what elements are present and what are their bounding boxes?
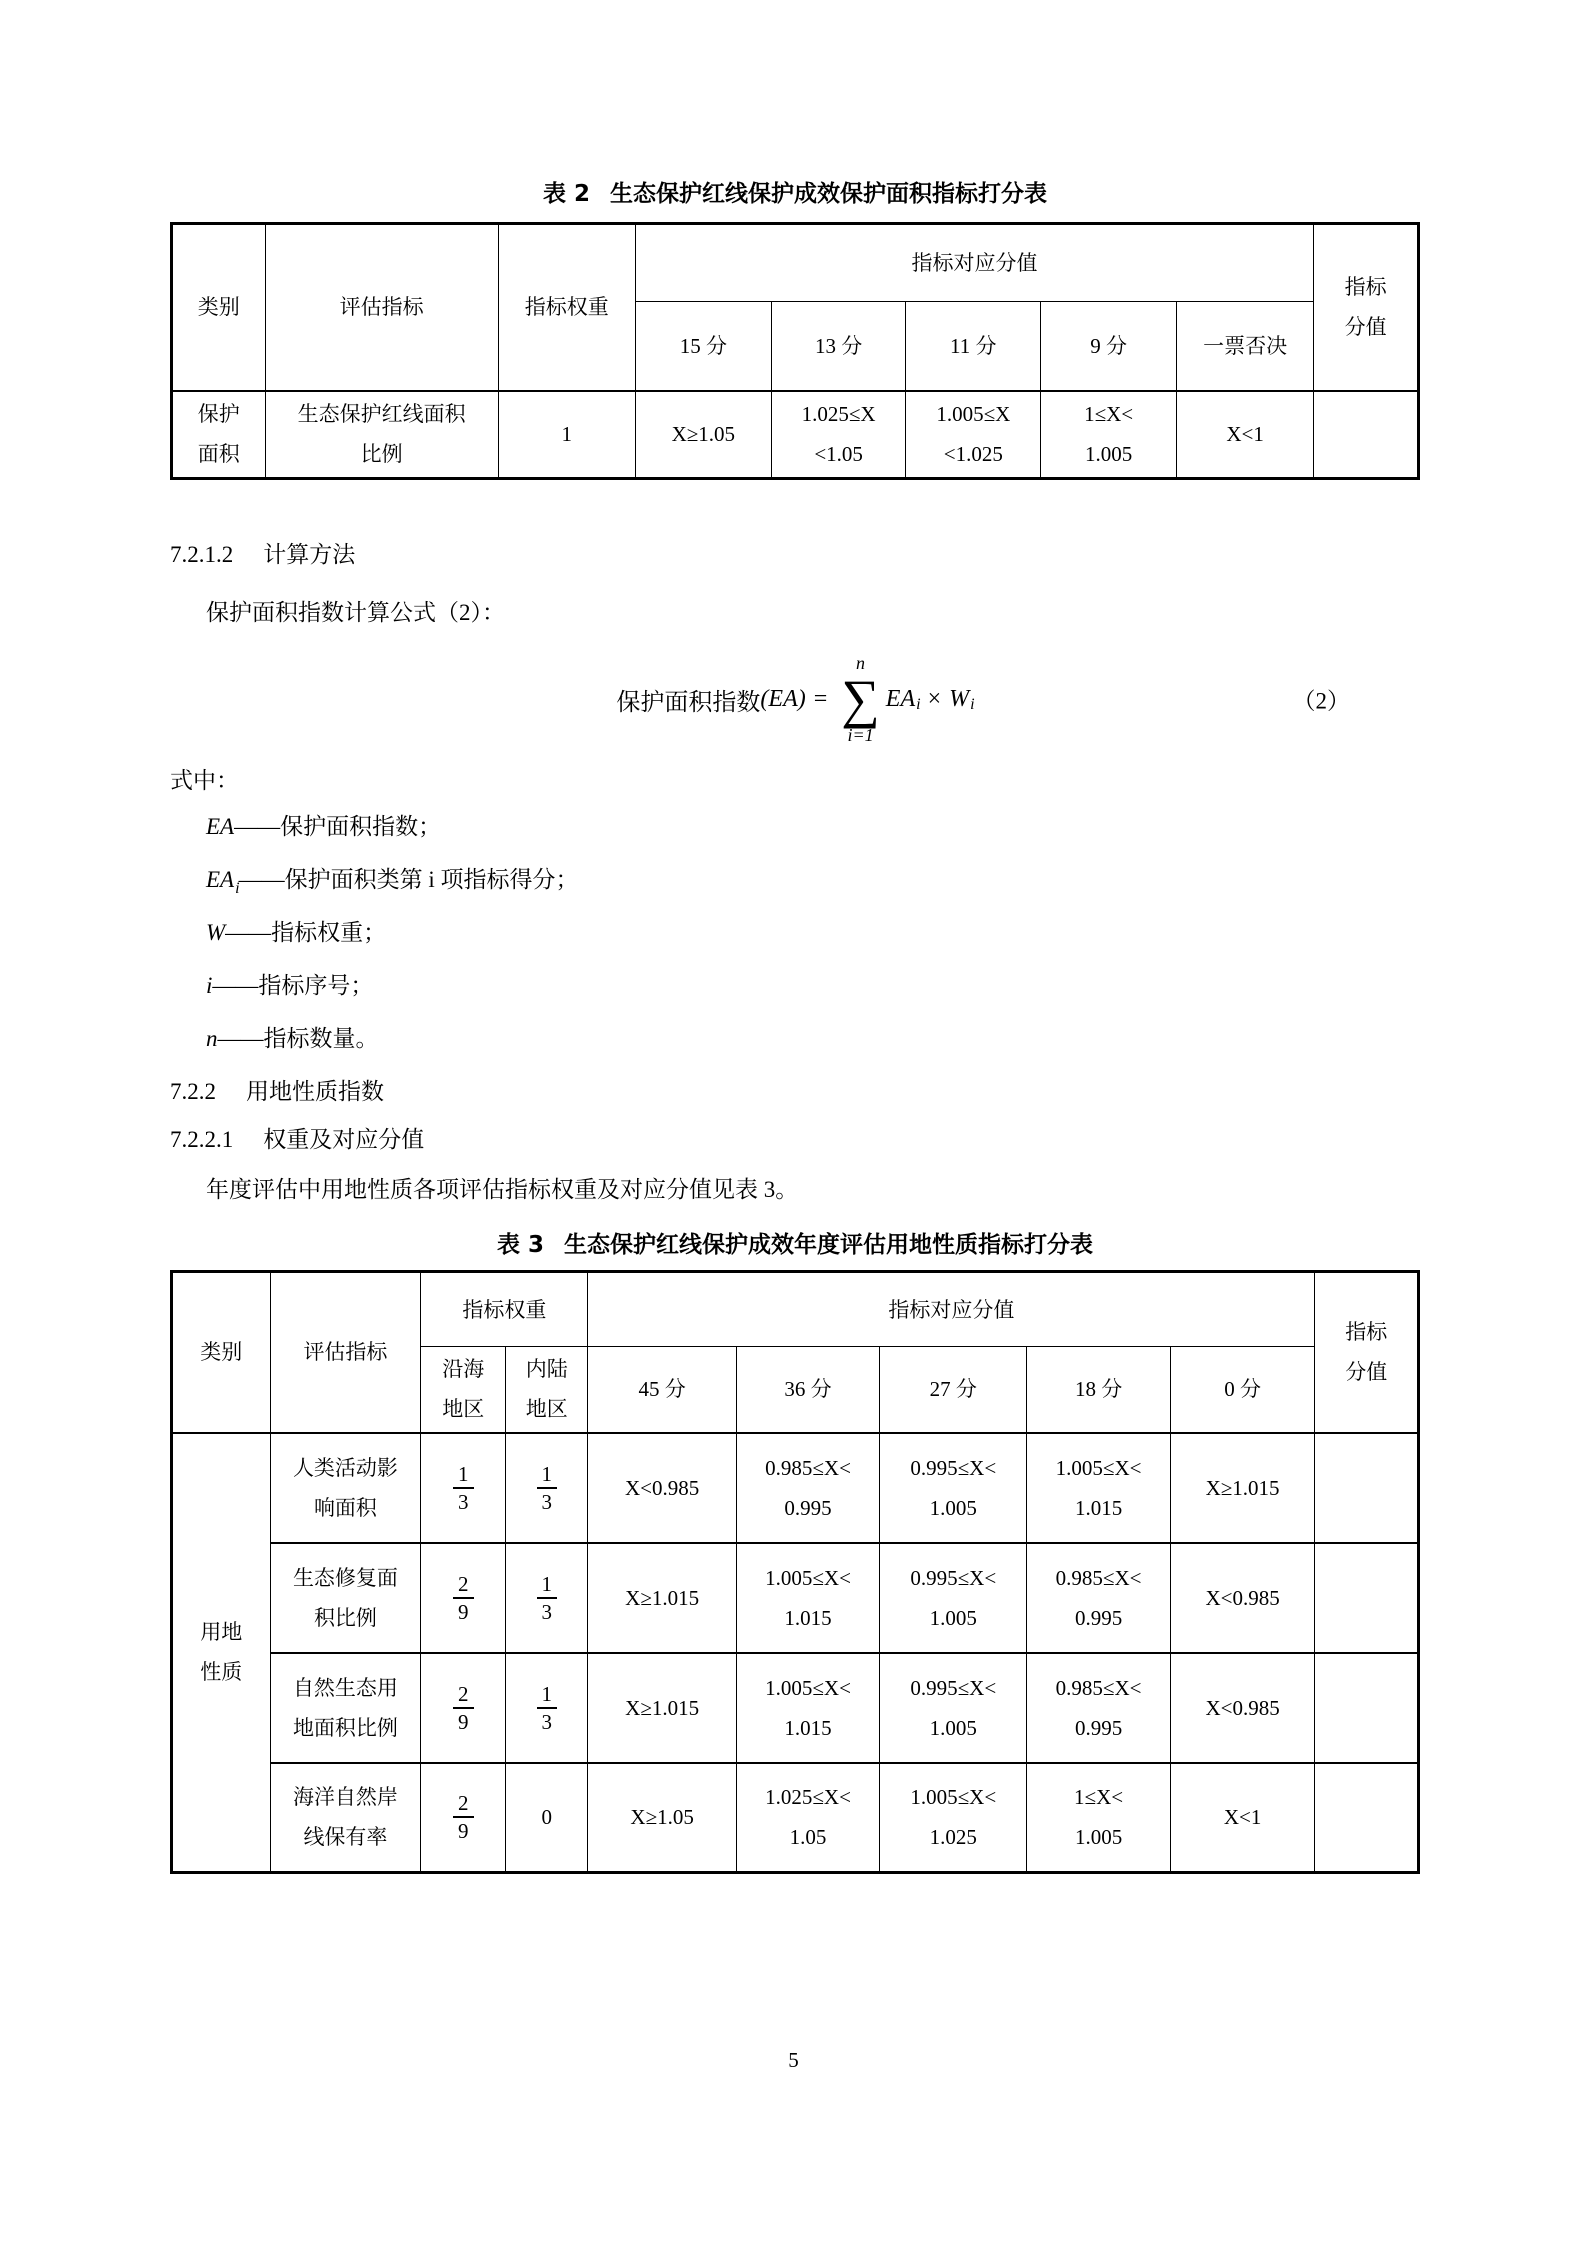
table3-header-final-line1: 指标 bbox=[1345, 1320, 1388, 1345]
table2-cell-score-13 bbox=[771, 391, 906, 479]
category-line1: 用地 bbox=[200, 1620, 243, 1645]
inland-line1: 内陆 bbox=[525, 1357, 568, 1382]
heading-7212 bbox=[170, 538, 1420, 572]
table3-cell-inland-weight: 0 bbox=[506, 1763, 588, 1873]
table2-header-row-1 bbox=[172, 224, 1419, 302]
indicator-line1: 海洋自然岸 bbox=[292, 1785, 398, 1810]
formula-term1: EA bbox=[885, 685, 916, 712]
table2-header-score-9: 9 分 bbox=[1041, 302, 1177, 391]
score-line: 1.005 bbox=[929, 1605, 977, 1630]
def-symbol: EA bbox=[206, 814, 235, 839]
weight-fraction bbox=[453, 1571, 474, 1625]
sigma-glyph: ∑ bbox=[841, 669, 880, 729]
table2-title bbox=[170, 178, 1420, 210]
table3-cell-score-45 bbox=[588, 1433, 736, 1543]
weight-fraction bbox=[453, 1681, 474, 1735]
table3-cell-score-0 bbox=[1170, 1543, 1315, 1653]
score-line: X≥1.015 bbox=[625, 1585, 700, 1610]
score-line: 1.05 bbox=[789, 1825, 827, 1850]
score-line: 0.995 bbox=[784, 1495, 832, 1520]
score-line: X≥1.015 bbox=[1205, 1475, 1280, 1500]
score-line: 1.015 bbox=[784, 1715, 832, 1740]
fraction-denominator: 3 bbox=[541, 1709, 553, 1734]
table2 bbox=[170, 222, 1420, 480]
def-symbol: W bbox=[206, 920, 226, 945]
table3-cell-score-0 bbox=[1170, 1763, 1315, 1873]
def-text: 指标数量。 bbox=[263, 1026, 379, 1051]
table3-header-indicator: 评估指标 bbox=[270, 1272, 421, 1433]
score-line: 1.015 bbox=[1074, 1495, 1123, 1520]
table3-cell-score-18 bbox=[1027, 1653, 1170, 1763]
table3-cell-score-36 bbox=[736, 1543, 879, 1653]
table3-header-score-18: 18 分 bbox=[1027, 1347, 1170, 1433]
definition-i bbox=[170, 971, 1420, 1004]
table2-category-line1: 保护 bbox=[197, 402, 240, 427]
table2-cell-indicator bbox=[265, 391, 498, 479]
table3-cell-score-36 bbox=[736, 1433, 879, 1543]
score-line: 1.005 bbox=[929, 1715, 977, 1740]
score-line: 1≤X< bbox=[1084, 402, 1134, 427]
weight-fraction bbox=[537, 1571, 558, 1625]
score-line: 1.025 bbox=[929, 1825, 977, 1850]
table3-cell-coastal-weight bbox=[421, 1543, 506, 1653]
table3-row-natural-eco-land bbox=[172, 1653, 1419, 1763]
score-line: <1.05 bbox=[814, 442, 863, 467]
heading-7221 bbox=[170, 1123, 1420, 1157]
heading-number: 7.2.2.1 bbox=[170, 1127, 234, 1152]
definition-w bbox=[170, 918, 1420, 951]
table2-title-label: 表 2 bbox=[542, 181, 590, 207]
formula-intro: 保护面积指数计算公式（2）： bbox=[206, 600, 505, 625]
equals-sign: = bbox=[813, 685, 828, 712]
table3-cell-score-0 bbox=[1170, 1653, 1315, 1763]
heading-number: 7.2.2 bbox=[170, 1079, 216, 1104]
score-line: 0.985≤X< bbox=[1055, 1675, 1142, 1700]
def-symbol-sub: i bbox=[235, 880, 240, 897]
table2-header-indicator: 评估指标 bbox=[265, 224, 498, 391]
score-line: X<0.985 bbox=[1205, 1695, 1280, 1720]
score-line: X<0.985 bbox=[1205, 1585, 1280, 1610]
definition-ea bbox=[170, 812, 1420, 845]
table3-cell-final-score bbox=[1315, 1433, 1419, 1543]
table3-cell-coastal-weight bbox=[421, 1653, 506, 1763]
score-line: 1.005≤X bbox=[936, 402, 1011, 427]
table3-row-eco-restoration bbox=[172, 1543, 1419, 1653]
page-number: 5 bbox=[788, 2048, 799, 2072]
score-line: 1.005 bbox=[929, 1495, 977, 1520]
score-line: 0.985≤X< bbox=[1055, 1565, 1142, 1590]
definition-n bbox=[170, 1024, 1420, 1057]
table3-header-score-45: 45 分 bbox=[588, 1347, 736, 1433]
table2-cell-score-15 bbox=[635, 391, 771, 479]
table3-header-category: 类别 bbox=[172, 1272, 271, 1433]
table3-cell-indicator bbox=[270, 1763, 421, 1873]
table3-cell-indicator bbox=[270, 1433, 421, 1543]
formula-expression bbox=[616, 634, 973, 764]
page-content bbox=[170, 178, 1420, 1874]
table2-header-score-13: 13 分 bbox=[771, 302, 906, 391]
table3-cell-coastal-weight bbox=[421, 1763, 506, 1873]
table3-header-score-group: 指标对应分值 bbox=[588, 1272, 1315, 1347]
score-line: 1.005≤X< bbox=[1055, 1455, 1142, 1480]
table2-header-weight: 指标权重 bbox=[498, 224, 635, 391]
table3-title-text: 生态保护红线保护成效年度评估用地性质指标打分表 bbox=[564, 1232, 1093, 1258]
score-line: 1.005≤X< bbox=[765, 1675, 851, 1700]
multiply-sign: × bbox=[927, 685, 942, 712]
table3-cell-score-0 bbox=[1170, 1433, 1315, 1543]
def-text: 指标序号； bbox=[258, 973, 374, 998]
table3-cell-score-27 bbox=[880, 1653, 1027, 1763]
score-line: 0.995 bbox=[1074, 1605, 1123, 1630]
table3-header-final-line2: 分值 bbox=[1345, 1360, 1388, 1385]
table3-cell-score-45 bbox=[588, 1763, 736, 1873]
score-line: 1.025≤X bbox=[801, 402, 876, 427]
table3-header-score-36: 36 分 bbox=[736, 1347, 879, 1433]
table3-cell-coastal-weight bbox=[421, 1433, 506, 1543]
table3-cell-indicator bbox=[270, 1653, 421, 1763]
def-dash: —— bbox=[238, 867, 285, 892]
indicator-line1: 人类活动影 bbox=[292, 1455, 398, 1480]
heading-text: 用地性质指数 bbox=[246, 1079, 384, 1104]
table3-header-weight-group: 指标权重 bbox=[421, 1272, 588, 1347]
table3-header-score-0: 0 分 bbox=[1170, 1347, 1315, 1433]
fraction-denominator: 3 bbox=[458, 1489, 469, 1514]
fraction-numerator: 1 bbox=[537, 1681, 558, 1709]
table3-cell-score-45 bbox=[588, 1653, 736, 1763]
score-line: 0.995≤X< bbox=[910, 1675, 997, 1700]
table2-cell-score-veto bbox=[1177, 391, 1314, 479]
table2-header-category: 类别 bbox=[172, 224, 266, 391]
score-line: 0.995≤X< bbox=[910, 1565, 997, 1590]
formula-2 bbox=[170, 634, 1420, 764]
table3-title-label: 表 3 bbox=[496, 1232, 544, 1258]
score-line: 1.005≤X< bbox=[765, 1565, 851, 1590]
table3-cell-final-score bbox=[1315, 1653, 1419, 1763]
formula-term2-sub: i bbox=[970, 696, 975, 713]
table2-header-final-score bbox=[1314, 224, 1419, 391]
definition-eai bbox=[170, 865, 1420, 898]
table3-cell-score-36 bbox=[736, 1653, 879, 1763]
sum-upper-limit: n bbox=[856, 653, 866, 673]
fraction-numerator: 2 bbox=[453, 1790, 474, 1818]
table3-cell-score-27 bbox=[880, 1763, 1027, 1873]
equation-number: （2） bbox=[1292, 688, 1350, 714]
table2-header-score-15: 15 分 bbox=[635, 302, 771, 391]
coastal-line2: 地区 bbox=[442, 1397, 485, 1422]
score-line: 1.005 bbox=[1084, 442, 1133, 467]
section-weights-body: 年度评估中用地性质各项评估指标权重及对应分值见表 3。 bbox=[206, 1177, 799, 1202]
score-line: 0.995≤X< bbox=[910, 1455, 997, 1480]
def-text: 保护面积指数； bbox=[280, 814, 442, 839]
def-dash: —— bbox=[217, 1026, 264, 1051]
weight-fraction bbox=[537, 1461, 558, 1515]
table2-cell-score-11 bbox=[906, 391, 1041, 479]
table2-data-row bbox=[172, 391, 1419, 479]
sum-lower-limit: i=1 bbox=[847, 725, 874, 745]
fraction-denominator: 9 bbox=[458, 1599, 469, 1624]
score-line: 0.995 bbox=[1074, 1715, 1123, 1740]
heading-number: 7.2.1.2 bbox=[170, 542, 234, 567]
formula-term1-sub: i bbox=[916, 696, 921, 713]
category-line2: 性质 bbox=[200, 1660, 243, 1685]
weight-fraction bbox=[453, 1790, 474, 1844]
weight-fraction bbox=[537, 1681, 558, 1735]
table3-cell-score-27 bbox=[880, 1433, 1027, 1543]
score-line: 1.015 bbox=[784, 1605, 832, 1630]
score-line: 1.025≤X< bbox=[765, 1785, 851, 1810]
table3-cell-inland-weight bbox=[506, 1433, 588, 1543]
table3-cell-inland-weight bbox=[506, 1653, 588, 1763]
table2-header-score-group: 指标对应分值 bbox=[635, 224, 1313, 302]
score-line: 0.985≤X< bbox=[765, 1455, 851, 1480]
table2-indicator-line2: 比例 bbox=[360, 442, 403, 467]
score-line: X<1 bbox=[1223, 1805, 1262, 1830]
fraction-denominator: 3 bbox=[541, 1599, 553, 1624]
def-symbol: EA bbox=[206, 867, 235, 892]
table3-header-coastal bbox=[421, 1347, 506, 1433]
table2-category-line2: 面积 bbox=[197, 442, 240, 467]
weight-fraction bbox=[453, 1461, 474, 1515]
def-text: 保护面积类第 i 项指标得分； bbox=[284, 867, 579, 892]
score-line: <1.025 bbox=[943, 442, 1003, 467]
fraction-numerator: 2 bbox=[453, 1571, 474, 1599]
fraction-denominator: 3 bbox=[541, 1489, 553, 1514]
inland-line2: 地区 bbox=[525, 1397, 568, 1422]
table2-cell-category bbox=[172, 391, 266, 479]
indicator-line2: 响面积 bbox=[313, 1495, 377, 1520]
fraction-numerator: 2 bbox=[453, 1681, 474, 1709]
table3-row-marine-coastline bbox=[172, 1763, 1419, 1873]
fraction-numerator: 1 bbox=[537, 1571, 558, 1599]
indicator-line2: 地面积比例 bbox=[292, 1715, 398, 1740]
table3-title bbox=[170, 1229, 1420, 1261]
def-dash: —— bbox=[225, 920, 272, 945]
table3-header-final-score bbox=[1315, 1272, 1419, 1433]
score-line: X<0.985 bbox=[625, 1475, 700, 1500]
def-dash: —— bbox=[234, 814, 281, 839]
score-line: 1.005 bbox=[1074, 1825, 1123, 1850]
table3-cell-inland-weight bbox=[506, 1543, 588, 1653]
heading-text: 计算方法 bbox=[263, 542, 356, 567]
table3-cell-score-36 bbox=[736, 1763, 879, 1873]
summation-symbol bbox=[841, 652, 880, 746]
table3-cell-score-18 bbox=[1027, 1543, 1170, 1653]
table3-header-score-27: 27 分 bbox=[880, 1347, 1027, 1433]
indicator-line1: 自然生态用 bbox=[292, 1675, 398, 1700]
table3 bbox=[170, 1270, 1420, 1874]
table2-header-final-line1: 指标 bbox=[1344, 275, 1387, 300]
def-dash: —— bbox=[212, 973, 259, 998]
table2-header-score-11: 11 分 bbox=[906, 302, 1041, 391]
table3-cell-score-27 bbox=[880, 1543, 1027, 1653]
indicator-line2: 线保有率 bbox=[303, 1825, 388, 1850]
score-line: X≥1.015 bbox=[625, 1695, 700, 1720]
score-line: X<1 bbox=[1226, 422, 1264, 447]
table2-header-score-veto: 一票否决 bbox=[1177, 302, 1314, 391]
fraction-denominator: 9 bbox=[458, 1819, 469, 1844]
indicator-line1: 生态修复面 bbox=[292, 1565, 398, 1590]
formula-term2: W bbox=[949, 685, 970, 712]
table2-header-final-line2: 分值 bbox=[1344, 315, 1387, 340]
table3-header-inland bbox=[506, 1347, 588, 1433]
table3-cell-score-18 bbox=[1027, 1763, 1170, 1873]
score-line: 1.005≤X< bbox=[910, 1785, 997, 1810]
table2-indicator-line1: 生态保护红线面积 bbox=[297, 402, 466, 427]
table3-cell-score-45 bbox=[588, 1543, 736, 1653]
formula-lhs-text: 保护面积指数 bbox=[616, 689, 761, 716]
score-line: X≥1.05 bbox=[671, 422, 736, 447]
fraction-numerator: 1 bbox=[453, 1461, 474, 1489]
def-symbol: i bbox=[206, 973, 213, 998]
table3-cell-category bbox=[172, 1433, 271, 1873]
table3-cell-final-score bbox=[1315, 1763, 1419, 1873]
table3-cell-indicator bbox=[270, 1543, 421, 1653]
heading-text: 权重及对应分值 bbox=[263, 1127, 425, 1152]
table3-header-row-1 bbox=[172, 1272, 1419, 1347]
table2-cell-weight: 1 bbox=[498, 391, 635, 479]
table2-title-text: 生态保护红线保护成效保护面积指标打分表 bbox=[610, 181, 1047, 207]
formula-lhs-var: (EA) bbox=[760, 685, 806, 712]
indicator-line2: 积比例 bbox=[313, 1605, 377, 1630]
fraction-numerator: 1 bbox=[537, 1461, 558, 1489]
score-line: X≥1.05 bbox=[630, 1805, 694, 1830]
coastal-line1: 沿海 bbox=[442, 1357, 485, 1382]
table3-row-human-activity bbox=[172, 1433, 1419, 1543]
table3-cell-score-18 bbox=[1027, 1433, 1170, 1543]
table3-cell-final-score bbox=[1315, 1543, 1419, 1653]
where-label: 式中： bbox=[170, 768, 239, 793]
table2-cell-score-9 bbox=[1041, 391, 1177, 479]
fraction-denominator: 9 bbox=[458, 1709, 469, 1734]
score-line: 1≤X< bbox=[1074, 1785, 1124, 1810]
heading-722 bbox=[170, 1075, 1420, 1109]
table2-cell-final-score bbox=[1314, 391, 1419, 479]
def-text: 指标权重； bbox=[271, 920, 387, 945]
def-symbol: n bbox=[206, 1026, 218, 1051]
